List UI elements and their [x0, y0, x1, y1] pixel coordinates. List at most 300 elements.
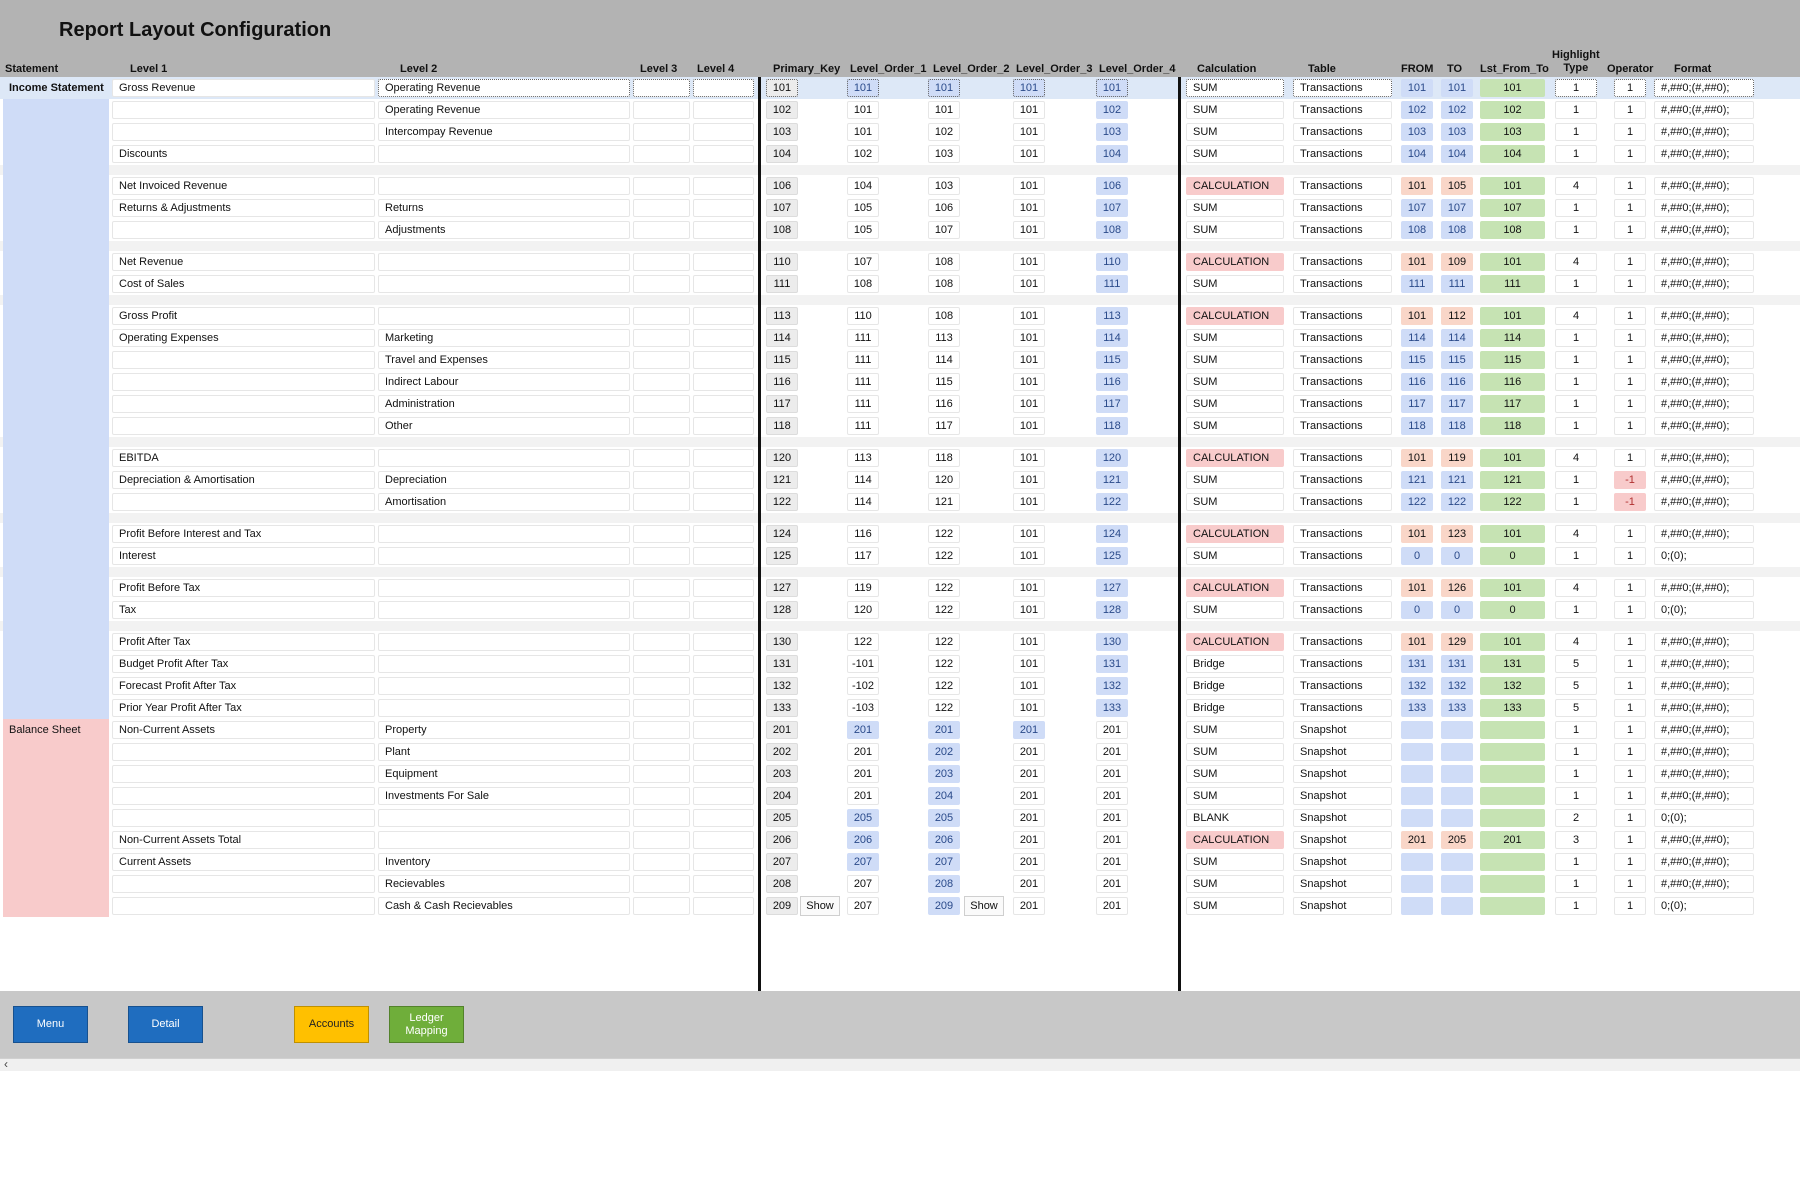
cell-to[interactable] — [1441, 875, 1473, 893]
cell-fmt[interactable]: #,##0;(#,##0); — [1654, 395, 1754, 413]
cell-lo2[interactable]: 122 — [928, 699, 960, 717]
statement-cell[interactable] — [3, 219, 109, 241]
cell-lo3[interactable]: 101 — [1013, 253, 1045, 271]
cell-l4[interactable] — [693, 329, 754, 347]
cell-lo1[interactable]: 105 — [847, 199, 879, 217]
cell-l1[interactable] — [112, 351, 375, 369]
cell-op[interactable]: 1 — [1614, 145, 1646, 163]
cell-op[interactable]: 1 — [1614, 743, 1646, 761]
cell-to[interactable]: 117 — [1441, 395, 1473, 413]
cell-table[interactable]: Snapshot — [1293, 875, 1392, 893]
cell-l3[interactable] — [633, 601, 690, 619]
cell-l3[interactable] — [633, 765, 690, 783]
cell-lst[interactable] — [1480, 721, 1545, 739]
statement-cell[interactable] — [3, 305, 109, 327]
cell-l2[interactable] — [378, 655, 630, 673]
statement-cell[interactable] — [3, 873, 109, 895]
cell-calc[interactable]: BLANK — [1186, 809, 1284, 827]
cell-hl[interactable]: 4 — [1555, 525, 1597, 543]
cell-calc[interactable]: SUM — [1186, 123, 1284, 141]
statement-cell[interactable] — [3, 653, 109, 675]
cell-lo1[interactable]: -102 — [847, 677, 879, 695]
cell-lst[interactable] — [1480, 765, 1545, 783]
cell-pk[interactable]: 111 — [766, 275, 798, 293]
cell-lo1[interactable]: 205 — [847, 809, 879, 827]
cell-pk[interactable]: 207 — [766, 853, 798, 871]
cell-lo4[interactable]: 101 — [1096, 79, 1128, 97]
cell-hl[interactable]: 1 — [1555, 743, 1597, 761]
cell-l3[interactable] — [633, 875, 690, 893]
cell-l4[interactable] — [693, 809, 754, 827]
cell-l2[interactable] — [378, 449, 630, 467]
cell-lo1[interactable]: 113 — [847, 449, 879, 467]
cell-lst[interactable] — [1480, 875, 1545, 893]
cell-op[interactable]: 1 — [1614, 525, 1646, 543]
cell-lo3[interactable]: 201 — [1013, 897, 1045, 915]
cell-lo1[interactable]: 101 — [847, 101, 879, 119]
cell-l2[interactable]: Recievables — [378, 875, 630, 893]
cell-lo4[interactable]: 201 — [1096, 721, 1128, 739]
cell-lo4[interactable]: 201 — [1096, 853, 1128, 871]
cell-l2[interactable]: Administration — [378, 395, 630, 413]
cell-lo1[interactable]: 114 — [847, 471, 879, 489]
cell-l4[interactable] — [693, 633, 754, 651]
cell-op[interactable]: 1 — [1614, 449, 1646, 467]
cell-lo3[interactable]: 101 — [1013, 699, 1045, 717]
cell-l2[interactable] — [378, 809, 630, 827]
cell-table[interactable]: Transactions — [1293, 307, 1392, 325]
cell-op[interactable]: 1 — [1614, 601, 1646, 619]
cell-lo1[interactable]: 110 — [847, 307, 879, 325]
cell-pk[interactable]: 127 — [766, 579, 798, 597]
cell-lst[interactable]: 121 — [1480, 471, 1545, 489]
cell-from[interactable]: 101 — [1401, 177, 1433, 195]
cell-l1[interactable] — [112, 123, 375, 141]
cell-lst[interactable]: 131 — [1480, 655, 1545, 673]
statement-cell[interactable] — [3, 415, 109, 437]
cell-table[interactable]: Snapshot — [1293, 721, 1392, 739]
cell-op[interactable]: 1 — [1614, 699, 1646, 717]
cell-fmt[interactable]: #,##0;(#,##0); — [1654, 123, 1754, 141]
cell-op[interactable]: 1 — [1614, 853, 1646, 871]
cell-lo3[interactable]: 201 — [1013, 765, 1045, 783]
cell-pk[interactable]: 116 — [766, 373, 798, 391]
cell-l2[interactable]: Amortisation — [378, 493, 630, 511]
cell-lo4[interactable]: 130 — [1096, 633, 1128, 651]
cell-lst[interactable]: 118 — [1480, 417, 1545, 435]
cell-from[interactable] — [1401, 875, 1433, 893]
cell-lo3[interactable]: 101 — [1013, 307, 1045, 325]
cell-from[interactable]: 116 — [1401, 373, 1433, 391]
cell-l3[interactable] — [633, 145, 690, 163]
accounts-button[interactable]: Accounts — [294, 1006, 369, 1043]
cell-op[interactable]: 1 — [1614, 809, 1646, 827]
cell-l1[interactable] — [112, 809, 375, 827]
cell-l4[interactable] — [693, 525, 754, 543]
cell-fmt[interactable]: #,##0;(#,##0); — [1654, 373, 1754, 391]
cell-lo2[interactable]: 106 — [928, 199, 960, 217]
cell-calc[interactable]: SUM — [1186, 721, 1284, 739]
cell-pk[interactable]: 102 — [766, 101, 798, 119]
statement-cell[interactable] — [3, 829, 109, 851]
statement-cell[interactable] — [3, 175, 109, 197]
cell-table[interactable]: Transactions — [1293, 493, 1392, 511]
cell-fmt[interactable]: 0;(0); — [1654, 601, 1754, 619]
cell-to[interactable]: 104 — [1441, 145, 1473, 163]
cell-to[interactable]: 0 — [1441, 601, 1473, 619]
statement-cell[interactable] — [3, 393, 109, 415]
cell-to[interactable]: 114 — [1441, 329, 1473, 347]
cell-l1[interactable]: Non-Current Assets Total — [112, 831, 375, 849]
cell-l4[interactable] — [693, 699, 754, 717]
cell-calc[interactable]: CALCULATION — [1186, 633, 1284, 651]
cell-from[interactable] — [1401, 765, 1433, 783]
cell-lo1[interactable]: 104 — [847, 177, 879, 195]
cell-l4[interactable] — [693, 897, 754, 915]
cell-l2[interactable]: Equipment — [378, 765, 630, 783]
cell-l1[interactable]: Returns & Adjustments — [112, 199, 375, 217]
cell-pk[interactable]: 106 — [766, 177, 798, 195]
cell-l2[interactable] — [378, 547, 630, 565]
cell-calc[interactable]: SUM — [1186, 417, 1284, 435]
cell-table[interactable]: Transactions — [1293, 395, 1392, 413]
cell-l4[interactable] — [693, 831, 754, 849]
cell-fmt[interactable]: 0;(0); — [1654, 897, 1754, 915]
cell-table[interactable]: Transactions — [1293, 373, 1392, 391]
scroll-left-icon[interactable]: ‹ — [4, 1057, 8, 1071]
cell-lo4[interactable]: 201 — [1096, 743, 1128, 761]
cell-lo4[interactable]: 201 — [1096, 831, 1128, 849]
cell-to[interactable]: 118 — [1441, 417, 1473, 435]
cell-from[interactable] — [1401, 743, 1433, 761]
cell-l4[interactable] — [693, 547, 754, 565]
cell-lst[interactable]: 101 — [1480, 525, 1545, 543]
cell-fmt[interactable]: #,##0;(#,##0); — [1654, 493, 1754, 511]
cell-from[interactable]: 101 — [1401, 449, 1433, 467]
statement-cell[interactable] — [3, 447, 109, 469]
cell-op[interactable]: 1 — [1614, 101, 1646, 119]
cell-hl[interactable]: 4 — [1555, 307, 1597, 325]
statement-cell[interactable] — [3, 785, 109, 807]
cell-table[interactable]: Transactions — [1293, 579, 1392, 597]
cell-lst[interactable]: 103 — [1480, 123, 1545, 141]
cell-table[interactable]: Snapshot — [1293, 743, 1392, 761]
cell-to[interactable]: 205 — [1441, 831, 1473, 849]
cell-lo3[interactable]: 101 — [1013, 601, 1045, 619]
cell-l1[interactable] — [112, 101, 375, 119]
cell-to[interactable] — [1441, 853, 1473, 871]
cell-calc[interactable]: SUM — [1186, 329, 1284, 347]
cell-table[interactable]: Snapshot — [1293, 853, 1392, 871]
cell-hl[interactable]: 1 — [1555, 875, 1597, 893]
cell-lo3[interactable]: 201 — [1013, 853, 1045, 871]
cell-lo4[interactable]: 124 — [1096, 525, 1128, 543]
cell-l1[interactable]: EBITDA — [112, 449, 375, 467]
cell-l3[interactable] — [633, 329, 690, 347]
cell-fmt[interactable]: #,##0;(#,##0); — [1654, 417, 1754, 435]
cell-lo3[interactable]: 101 — [1013, 677, 1045, 695]
cell-l2[interactable] — [378, 601, 630, 619]
cell-fmt[interactable]: #,##0;(#,##0); — [1654, 743, 1754, 761]
cell-l1[interactable]: Discounts — [112, 145, 375, 163]
cell-l4[interactable] — [693, 253, 754, 271]
cell-l1[interactable]: Profit Before Tax — [112, 579, 375, 597]
cell-to[interactable] — [1441, 787, 1473, 805]
cell-lst[interactable]: 101 — [1480, 79, 1545, 97]
cell-from[interactable]: 115 — [1401, 351, 1433, 369]
cell-l2[interactable]: Travel and Expenses — [378, 351, 630, 369]
statement-cell[interactable] — [3, 349, 109, 371]
statement-cell[interactable]: Balance Sheet — [3, 719, 109, 741]
cell-lo4[interactable]: 128 — [1096, 601, 1128, 619]
cell-l4[interactable] — [693, 395, 754, 413]
cell-hl[interactable]: 1 — [1555, 145, 1597, 163]
cell-to[interactable]: 0 — [1441, 547, 1473, 565]
cell-to[interactable]: 121 — [1441, 471, 1473, 489]
cell-op[interactable]: 1 — [1614, 253, 1646, 271]
cell-lst[interactable]: 101 — [1480, 449, 1545, 467]
cell-l2[interactable]: Depreciation — [378, 471, 630, 489]
cell-table[interactable]: Transactions — [1293, 253, 1392, 271]
cell-l1[interactable]: Tax — [112, 601, 375, 619]
cell-l3[interactable] — [633, 79, 690, 97]
cell-to[interactable]: 132 — [1441, 677, 1473, 695]
cell-pk[interactable]: 110 — [766, 253, 798, 271]
cell-to[interactable]: 107 — [1441, 199, 1473, 217]
cell-lo2[interactable]: 108 — [928, 307, 960, 325]
statement-cell[interactable] — [3, 599, 109, 621]
cell-lo2[interactable]: 122 — [928, 525, 960, 543]
cell-op[interactable]: 1 — [1614, 897, 1646, 915]
cell-lo2[interactable]: 101 — [928, 79, 960, 97]
cell-lo4[interactable]: 122 — [1096, 493, 1128, 511]
cell-l3[interactable] — [633, 787, 690, 805]
cell-lo3[interactable]: 101 — [1013, 471, 1045, 489]
cell-l1[interactable]: Net Revenue — [112, 253, 375, 271]
cell-fmt[interactable]: #,##0;(#,##0); — [1654, 177, 1754, 195]
menu-button[interactable]: Menu — [13, 1006, 88, 1043]
cell-calc[interactable]: SUM — [1186, 471, 1284, 489]
cell-l4[interactable] — [693, 853, 754, 871]
cell-from[interactable]: 101 — [1401, 525, 1433, 543]
cell-lo1[interactable]: 201 — [847, 743, 879, 761]
cell-lst[interactable]: 115 — [1480, 351, 1545, 369]
cell-fmt[interactable]: #,##0;(#,##0); — [1654, 677, 1754, 695]
cell-l4[interactable] — [693, 221, 754, 239]
cell-lo3[interactable]: 101 — [1013, 633, 1045, 651]
cell-table[interactable]: Transactions — [1293, 351, 1392, 369]
cell-lst[interactable] — [1480, 897, 1545, 915]
cell-lo3[interactable]: 101 — [1013, 373, 1045, 391]
cell-fmt[interactable]: #,##0;(#,##0); — [1654, 471, 1754, 489]
cell-fmt[interactable]: #,##0;(#,##0); — [1654, 765, 1754, 783]
cell-lo1[interactable]: 116 — [847, 525, 879, 543]
cell-table[interactable]: Transactions — [1293, 677, 1392, 695]
cell-lo1[interactable]: -101 — [847, 655, 879, 673]
statement-cell[interactable] — [3, 165, 109, 175]
cell-to[interactable]: 101 — [1441, 79, 1473, 97]
cell-table[interactable]: Snapshot — [1293, 831, 1392, 849]
cell-l3[interactable] — [633, 699, 690, 717]
cell-lo1[interactable]: 207 — [847, 897, 879, 915]
cell-op[interactable]: 1 — [1614, 307, 1646, 325]
cell-calc[interactable]: CALCULATION — [1186, 307, 1284, 325]
cell-table[interactable]: Transactions — [1293, 601, 1392, 619]
cell-lo3[interactable]: 201 — [1013, 809, 1045, 827]
cell-lo3[interactable]: 101 — [1013, 525, 1045, 543]
cell-hl[interactable]: 1 — [1555, 417, 1597, 435]
cell-calc[interactable]: SUM — [1186, 351, 1284, 369]
cell-l2[interactable] — [378, 677, 630, 695]
cell-lo4[interactable]: 116 — [1096, 373, 1128, 391]
cell-hl[interactable]: 1 — [1555, 79, 1597, 97]
cell-l4[interactable] — [693, 177, 754, 195]
cell-l4[interactable] — [693, 875, 754, 893]
cell-op[interactable]: 1 — [1614, 395, 1646, 413]
cell-to[interactable] — [1441, 765, 1473, 783]
cell-to[interactable]: 103 — [1441, 123, 1473, 141]
cell-pk[interactable]: 117 — [766, 395, 798, 413]
cell-table[interactable]: Snapshot — [1293, 809, 1392, 827]
cell-lo1[interactable]: 101 — [847, 123, 879, 141]
cell-to[interactable]: 119 — [1441, 449, 1473, 467]
detail-button[interactable]: Detail — [128, 1006, 203, 1043]
cell-l3[interactable] — [633, 449, 690, 467]
cell-l3[interactable] — [633, 307, 690, 325]
cell-l3[interactable] — [633, 221, 690, 239]
cell-lst[interactable]: 114 — [1480, 329, 1545, 347]
cell-lo2[interactable]: 114 — [928, 351, 960, 369]
cell-l2[interactable] — [378, 831, 630, 849]
cell-from[interactable] — [1401, 897, 1433, 915]
cell-op[interactable]: 1 — [1614, 633, 1646, 651]
cell-calc[interactable]: SUM — [1186, 101, 1284, 119]
cell-from[interactable]: 133 — [1401, 699, 1433, 717]
cell-lo2[interactable]: 103 — [928, 145, 960, 163]
cell-lo1[interactable]: 102 — [847, 145, 879, 163]
cell-l2[interactable]: Returns — [378, 199, 630, 217]
cell-fmt[interactable]: #,##0;(#,##0); — [1654, 307, 1754, 325]
cell-pk[interactable]: 114 — [766, 329, 798, 347]
cell-hl[interactable]: 4 — [1555, 177, 1597, 195]
cell-lo3[interactable]: 101 — [1013, 449, 1045, 467]
cell-lo3[interactable]: 101 — [1013, 417, 1045, 435]
cell-calc[interactable]: SUM — [1186, 547, 1284, 565]
cell-lo1[interactable]: 201 — [847, 721, 879, 739]
cell-calc[interactable]: SUM — [1186, 221, 1284, 239]
cell-lo3[interactable]: 101 — [1013, 199, 1045, 217]
cell-lo3[interactable]: 101 — [1013, 493, 1045, 511]
cell-l3[interactable] — [633, 123, 690, 141]
cell-lo1[interactable]: 111 — [847, 395, 879, 413]
cell-l3[interactable] — [633, 809, 690, 827]
cell-lo3[interactable]: 201 — [1013, 743, 1045, 761]
cell-from[interactable]: 103 — [1401, 123, 1433, 141]
cell-l1[interactable]: Depreciation & Amortisation — [112, 471, 375, 489]
cell-lo4[interactable]: 132 — [1096, 677, 1128, 695]
cell-lo3[interactable]: 101 — [1013, 79, 1045, 97]
cell-l4[interactable] — [693, 307, 754, 325]
statement-cell[interactable] — [3, 697, 109, 719]
cell-lo4[interactable]: 120 — [1096, 449, 1128, 467]
cell-op[interactable]: 1 — [1614, 787, 1646, 805]
cell-pk[interactable]: 205 — [766, 809, 798, 827]
cell-lo4[interactable]: 107 — [1096, 199, 1128, 217]
cell-l1[interactable]: Profit Before Interest and Tax — [112, 525, 375, 543]
cell-lo2[interactable]: 107 — [928, 221, 960, 239]
cell-lo4[interactable]: 114 — [1096, 329, 1128, 347]
statement-cell[interactable] — [3, 741, 109, 763]
cell-l1[interactable] — [112, 493, 375, 511]
cell-l2[interactable] — [378, 177, 630, 195]
cell-lo4[interactable]: 201 — [1096, 809, 1128, 827]
cell-hl[interactable]: 1 — [1555, 493, 1597, 511]
statement-cell[interactable] — [3, 763, 109, 785]
cell-l1[interactable] — [112, 875, 375, 893]
cell-hl[interactable]: 2 — [1555, 809, 1597, 827]
cell-hl[interactable]: 1 — [1555, 547, 1597, 565]
cell-fmt[interactable]: #,##0;(#,##0); — [1654, 875, 1754, 893]
cell-l4[interactable] — [693, 351, 754, 369]
cell-l4[interactable] — [693, 721, 754, 739]
cell-lo4[interactable]: 106 — [1096, 177, 1128, 195]
cell-pk[interactable]: 201 — [766, 721, 798, 739]
statement-cell[interactable] — [3, 469, 109, 491]
statement-cell[interactable] — [3, 273, 109, 295]
cell-l3[interactable] — [633, 853, 690, 871]
cell-op[interactable]: 1 — [1614, 373, 1646, 391]
cell-pk[interactable]: 113 — [766, 307, 798, 325]
cell-pk[interactable]: 118 — [766, 417, 798, 435]
statement-cell[interactable] — [3, 621, 109, 631]
cell-calc[interactable]: SUM — [1186, 395, 1284, 413]
cell-calc[interactable]: SUM — [1186, 275, 1284, 293]
cell-pk[interactable]: 209 — [766, 897, 798, 915]
cell-hl[interactable]: 1 — [1555, 123, 1597, 141]
cell-fmt[interactable]: #,##0;(#,##0); — [1654, 275, 1754, 293]
cell-l2[interactable]: Adjustments — [378, 221, 630, 239]
cell-l1[interactable] — [112, 897, 375, 915]
cell-op[interactable]: 1 — [1614, 875, 1646, 893]
cell-to[interactable]: 108 — [1441, 221, 1473, 239]
cell-to[interactable] — [1441, 897, 1473, 915]
cell-op[interactable]: 1 — [1614, 177, 1646, 195]
cell-lo4[interactable]: 201 — [1096, 897, 1128, 915]
cell-hl[interactable]: 1 — [1555, 373, 1597, 391]
cell-l3[interactable] — [633, 743, 690, 761]
cell-lo1[interactable]: 207 — [847, 875, 879, 893]
cell-table[interactable]: Transactions — [1293, 525, 1392, 543]
cell-lo2[interactable]: 113 — [928, 329, 960, 347]
cell-l3[interactable] — [633, 677, 690, 695]
cell-lo2[interactable]: 115 — [928, 373, 960, 391]
cell-lst[interactable]: 122 — [1480, 493, 1545, 511]
cell-lo1[interactable]: -103 — [847, 699, 879, 717]
cell-lo3[interactable]: 101 — [1013, 395, 1045, 413]
cell-hl[interactable]: 1 — [1555, 897, 1597, 915]
cell-lo4[interactable]: 201 — [1096, 875, 1128, 893]
cell-from[interactable]: 108 — [1401, 221, 1433, 239]
cell-l1[interactable] — [112, 743, 375, 761]
cell-lo4[interactable]: 104 — [1096, 145, 1128, 163]
cell-pk[interactable]: 131 — [766, 655, 798, 673]
cell-calc[interactable]: CALCULATION — [1186, 253, 1284, 271]
cell-l3[interactable] — [633, 253, 690, 271]
cell-calc[interactable]: SUM — [1186, 787, 1284, 805]
cell-from[interactable]: 101 — [1401, 307, 1433, 325]
statement-cell[interactable] — [3, 675, 109, 697]
cell-pk[interactable]: 101 — [766, 79, 798, 97]
